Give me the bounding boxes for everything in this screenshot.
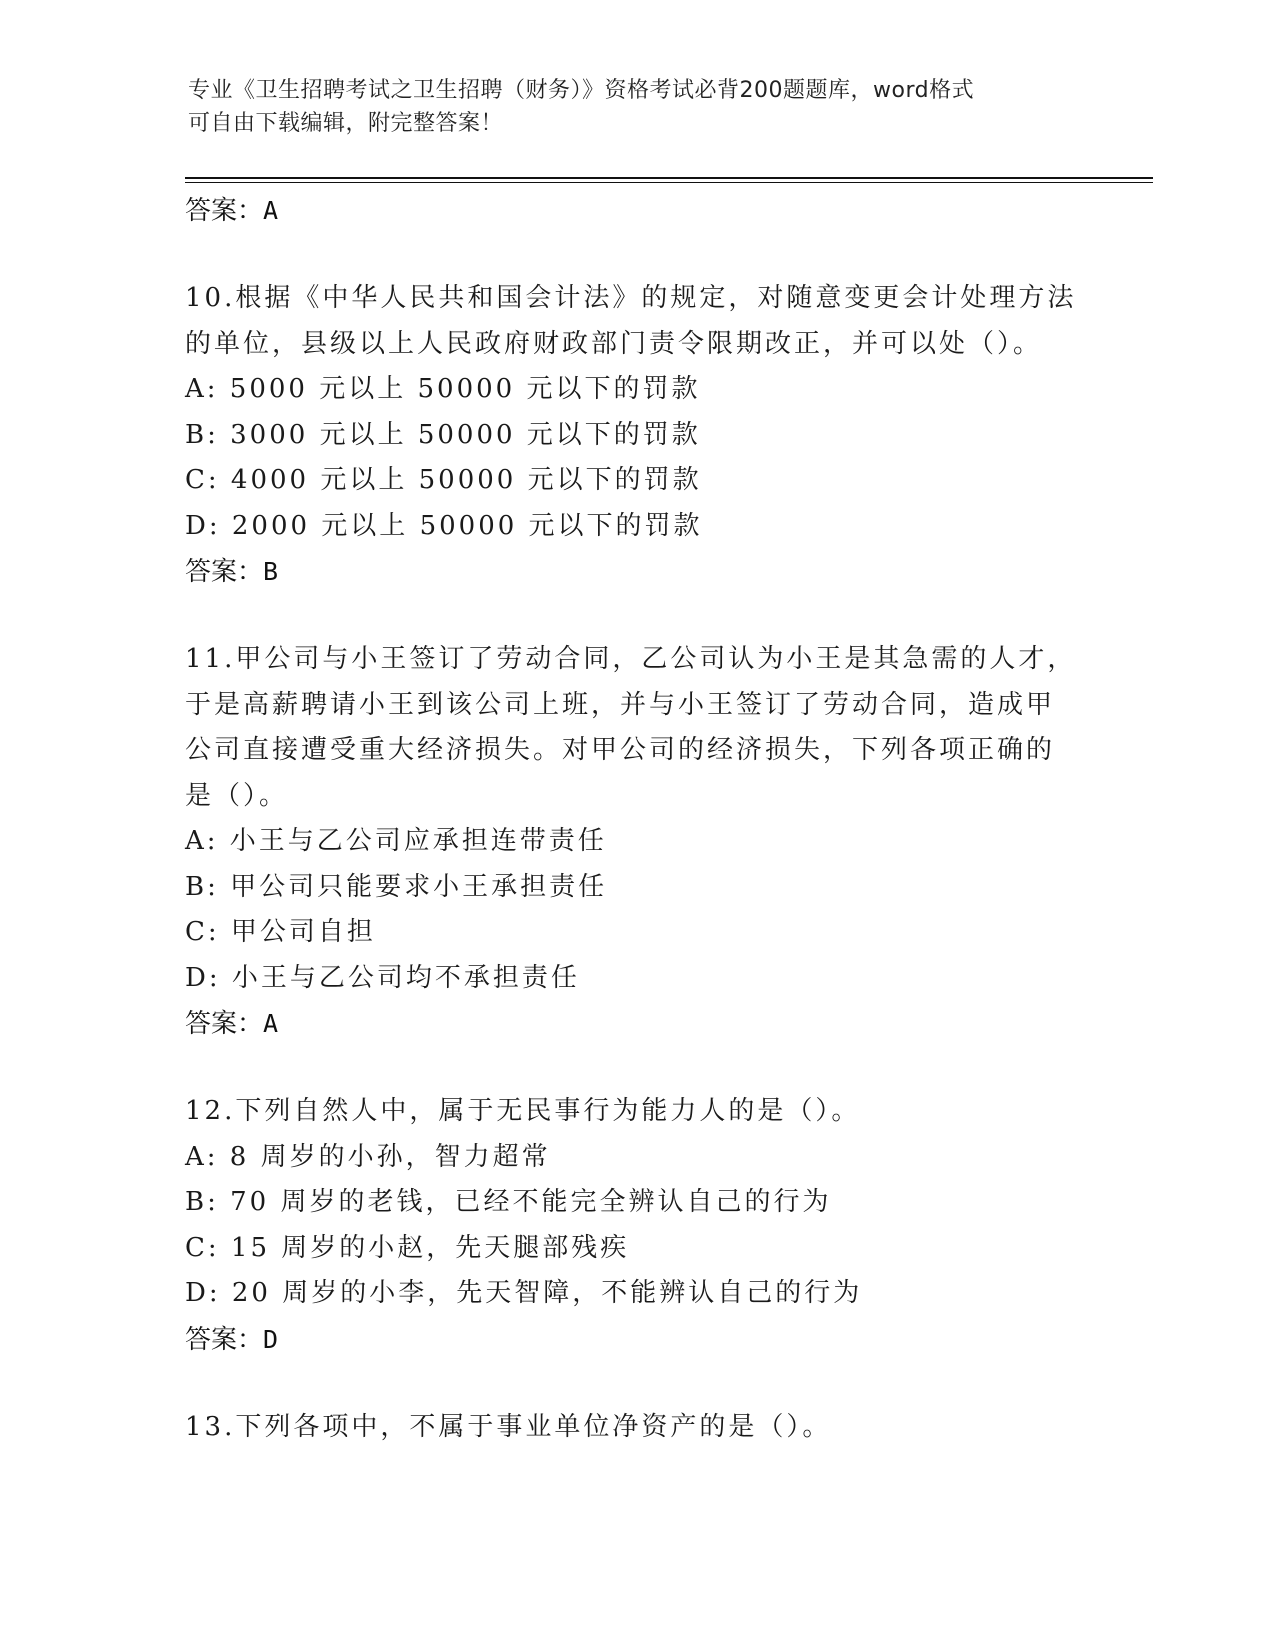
option-a: A: 5000 元以上 50000 元以下的罚款 [185, 374, 701, 404]
question-text-line: 11.甲公司与小王签订了劳动合同，乙公司认为小王是其急需的人才， [185, 644, 1077, 674]
option-d: D: 20 周岁的小李，先天智障，不能辨认自己的行为 [185, 1278, 863, 1308]
answer-label: 答案： [185, 196, 264, 226]
answer-label: 答案： [185, 1324, 264, 1355]
answer-line [185, 188, 1145, 234]
option-d: D: 2000 元以上 50000 元以下的罚款 [185, 510, 703, 541]
header-divider-thin [185, 182, 1153, 183]
question-text-line: 公司直接遭受重大经济损失。对甲公司的经济损失，下列各项正确的 [185, 735, 1056, 765]
option-b: B: 甲公司只能要求小王承担责任 [185, 871, 608, 902]
option-c: C: 甲公司自担 [185, 917, 376, 947]
question-text-line: 的单位，县级以上人民政府财政部门责令限期改正，并可以处（）。 [185, 328, 1043, 359]
option-a: A: 8 周岁的小孙，智力超常 [185, 1141, 551, 1172]
option-c: C: 15 周岁的小赵，先天腿部残疾 [185, 1232, 630, 1263]
option-b: B: 70 周岁的老钱，已经不能完全辨认自己的行为 [185, 1187, 832, 1217]
option-d: D: 小王与乙公司均不承担责任 [185, 962, 580, 993]
answer-line [185, 549, 1145, 595]
answer-value: A [263, 196, 279, 225]
question-text-line: 是（）。 [185, 780, 289, 811]
answer-line [185, 1317, 1145, 1363]
answer-label: 答案： [185, 557, 264, 587]
option-b: B: 3000 元以上 50000 元以下的罚款 [185, 419, 701, 450]
document-body [185, 188, 1145, 1450]
option-a: A: 小王与乙公司应承担连带责任 [185, 826, 607, 856]
answer-value: A [263, 1009, 279, 1038]
header-line-1: 专业《卫生招聘考试之卫生招聘（财务）》资格考试必背200题题库，word格式 [188, 78, 975, 103]
question-10 [185, 276, 1145, 595]
question-text-line: 10.根据《中华人民共和国会计法》的规定，对随意变更会计处理方法 [185, 283, 1077, 313]
question-text-line: 13.下列各项中，不属于事业单位净资产的是（）。 [185, 1411, 832, 1442]
answer-line [185, 1001, 1145, 1047]
answer-value: B [263, 557, 279, 586]
option-c: C: 4000 元以上 50000 元以下的罚款 [185, 465, 702, 495]
header-divider-thick [185, 177, 1153, 179]
question-12 [185, 1089, 1145, 1363]
question-text-line: 12.下列自然人中，属于无民事行为能力人的是（）。 [185, 1096, 861, 1126]
question-11 [185, 637, 1145, 1047]
answer-value: D [263, 1324, 279, 1354]
document-header [188, 74, 1088, 140]
header-line-2: 可自由下载编辑，附完整答案！ [188, 111, 504, 136]
question-13 [185, 1405, 1145, 1451]
answer-label: 答案： [185, 1009, 264, 1039]
question-text-line: 于是高薪聘请小王到该公司上班，并与小王签订了劳动合同，造成甲 [185, 689, 1056, 720]
